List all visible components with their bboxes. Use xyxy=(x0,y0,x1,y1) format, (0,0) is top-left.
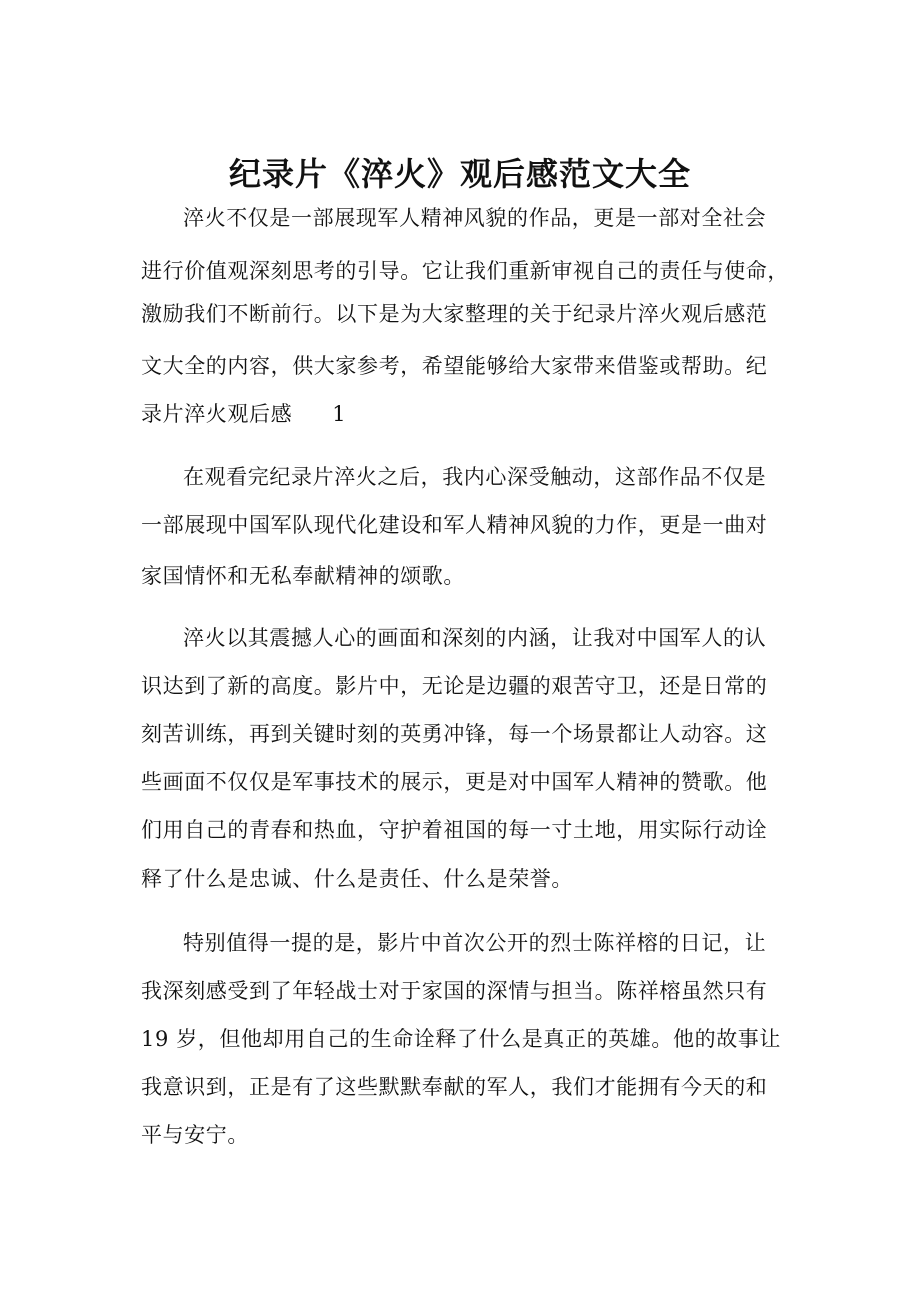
document-title: 纪录片《淬火》观后感范文大全 xyxy=(228,155,691,193)
paragraph2-line: 刻苦训练，再到关键时刻的英勇冲锋，每一个场景都让人动容。这 xyxy=(141,722,768,746)
intro-line: 文大全的内容，供大家参考，希望能够给大家带来借鉴或帮助。纪 xyxy=(141,354,768,378)
intro-line: 进行价值观深刻思考的引导。它让我们重新审视自己的责任与使命， xyxy=(141,259,789,283)
paragraph1-line: 家国情怀和无私奉献精神的颂歌。 xyxy=(141,564,465,588)
intro-line: 激励我们不断前行。以下是为大家整理的关于纪录片淬火观后感范 xyxy=(141,302,768,326)
paragraph3-line: 19 岁，但他却用自己的生命诠释了什么是真正的英雄。他的故事让 xyxy=(141,1027,781,1051)
paragraph3-line: 我意识到，正是有了这些默默奉献的军人，我们才能拥有今天的和 xyxy=(141,1075,768,1099)
paragraph2-line: 识达到了新的高度。影片中，无论是边疆的艰苦守卫，还是日常的 xyxy=(141,674,768,698)
paragraph1-line: 一部展现中国军队现代化建设和军人精神风貌的力作，更是一曲对 xyxy=(141,513,768,537)
paragraph3-line: 我深刻感受到了年轻战士对于家国的深情与担当。陈祥榕虽然只有 xyxy=(141,979,768,1003)
paragraph3-line: 特别值得一提的是，影片中首次公开的烈士陈祥榕的日记，让 xyxy=(183,931,767,955)
intro-line-last xyxy=(141,399,346,429)
intro-line: 淬火不仅是一部展现军人精神风貌的作品，更是一部对全社会 xyxy=(183,206,767,230)
paragraph2-line: 们用自己的青春和热血，守护着祖国的每一寸土地，用实际行动诠 xyxy=(141,818,768,842)
paragraph3-line: 平与安宁。 xyxy=(141,1123,249,1147)
paragraph2-line: 淬火以其震撼人心的画面和深刻的内涵，让我对中国军人的认 xyxy=(183,626,767,650)
paragraph2-line: 些画面不仅仅是军事技术的展示，更是对中国军人精神的赞歌。他 xyxy=(141,770,768,794)
essay-heading: 录片淬火观后感 xyxy=(141,402,293,426)
paragraph1-line: 在观看完纪录片淬火之后，我内心深受触动，这部作品不仅是 xyxy=(183,465,767,489)
essay-number: 1 xyxy=(332,402,347,426)
paragraph2-line: 释了什么是忠诚、什么是责任、什么是荣誉。 xyxy=(141,867,573,891)
